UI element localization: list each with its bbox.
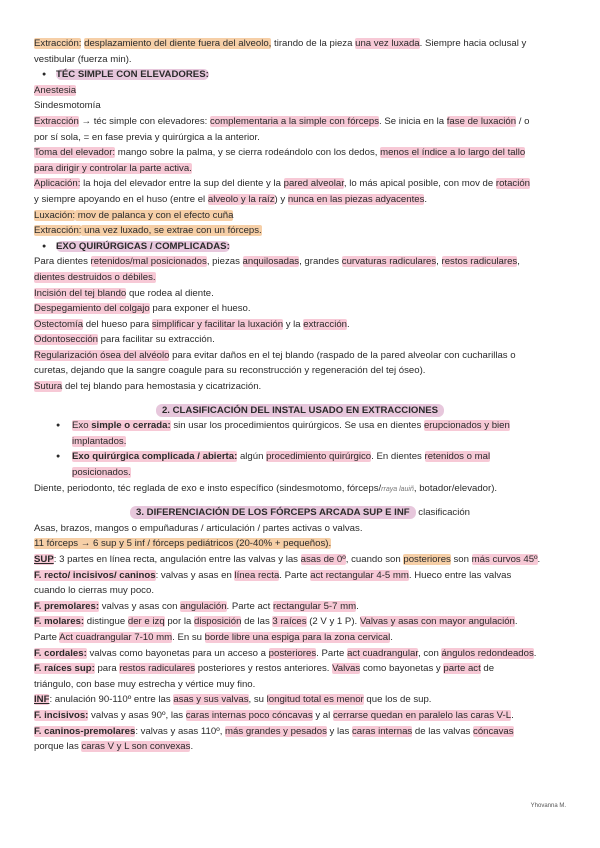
text: algún — [237, 451, 267, 463]
text: . — [514, 616, 518, 628]
text: la hoja del elevador entre la sup del diente y la — [80, 178, 284, 190]
text: . — [347, 318, 350, 330]
highlight: pared alveolar — [283, 178, 344, 190]
text: para evitar daños en el tej blando (raspado de la pared alveolar con cucharillas o — [169, 349, 516, 361]
text: clasificación — [415, 507, 471, 519]
text: del tej blando para hemostasia y cicatrización. — [62, 381, 262, 393]
highlight: cóncavas — [473, 725, 514, 737]
term: Aplicación: — [34, 178, 81, 190]
f-inc-line — [34, 708, 566, 724]
exo-compl-item — [34, 449, 566, 465]
highlight: parte act — [443, 663, 481, 675]
highlight: caras V y L son convexas — [81, 741, 191, 753]
text: como bayonetas y — [360, 663, 444, 675]
text: . — [190, 741, 194, 753]
highlight: línea recta — [234, 569, 280, 581]
highlight: menos el índice a lo largo del tallo — [380, 147, 526, 159]
text: . Parte — [279, 569, 311, 581]
text: : valvas y asas 110º, — [135, 725, 226, 737]
author-signature: Yhovanna M. — [530, 803, 566, 809]
term: Exo quirúrgica complicada / abierta: — [72, 451, 238, 463]
text: Asas, brazos, mangos o empuñaduras / articulación / partes activas o valvas. — [34, 522, 363, 534]
text: del hueso para — [83, 318, 152, 330]
text: valvas como bayonetas para un acceso a — [86, 647, 269, 659]
term: Sutura — [34, 381, 63, 393]
highlight: asas de 0º — [300, 554, 346, 565]
highlight: nunca en las piezas adyacentes — [287, 193, 425, 205]
text: son — [450, 554, 472, 565]
highlight: una vez luxada — [355, 38, 420, 49]
highlight: desplazamiento del diente fuera del alveolo, — [84, 38, 272, 49]
text: distingue — [84, 616, 128, 628]
term: Luxación: — [34, 209, 76, 221]
text: curetas, dejando que la sangre coagule para su reconstrucción y regeneración del tej óseo). — [34, 365, 426, 377]
section-3-heading — [34, 505, 566, 521]
exo-simple-item — [34, 418, 566, 434]
para-dientes-line — [34, 254, 566, 270]
document-body — [34, 36, 566, 755]
text: . Hueco entre las valvas — [408, 569, 512, 581]
text: y la — [283, 318, 304, 330]
highlight: una vez luxado, se extrae con un fórceps. — [81, 225, 262, 237]
toma-line — [34, 145, 566, 161]
highlight: longitud total es menor — [266, 694, 364, 706]
highlight: anquilosadas — [242, 256, 300, 268]
term: Extracción — [34, 115, 79, 127]
text: por sí sola, = en fase previa y quirúrgica a la anterior. — [34, 131, 260, 143]
sutura-line — [34, 379, 566, 395]
text: mango sobre la palma, y se cierra rodeándolo con los dedos, — [115, 147, 381, 159]
heading-text: 3. DIFERENCIACIÓN DE LOS FÓRCEPS ARCADA SUP E INF — [130, 506, 416, 519]
text: y las — [326, 725, 352, 737]
tec-simple-heading — [34, 67, 566, 83]
text: , botador/elevador). — [413, 482, 498, 494]
text: para facilitar su extracción. — [98, 334, 215, 346]
text: . En dientes — [371, 451, 425, 463]
extraccion3-line — [34, 223, 566, 239]
highlight: para dirigir y controlar la parte activa. — [34, 162, 192, 174]
text: , con — [418, 647, 442, 659]
term: F. incisivos: — [34, 709, 89, 721]
forceps-count-line — [34, 536, 566, 552]
f-mol-line — [34, 614, 566, 630]
exo-compl-item-2 — [34, 465, 566, 481]
heading-text: 2. CLASIFICACIÓN DEL INSTAL USADO EN EXTRACCIONES — [156, 404, 444, 417]
text: Para dientes — [34, 256, 91, 268]
handwritten-text: rraya lauiñ — [381, 485, 414, 493]
text: / o — [516, 115, 530, 127]
highlight: borde libre una espiga para la zona cervical — [204, 631, 391, 643]
extraccion-line — [34, 36, 566, 52]
term: Extracción: — [34, 225, 82, 237]
text: y siempre apoyando en el huso (entre el — [34, 193, 208, 205]
highlight: Act cuadrangular 7-10 mm — [59, 631, 173, 643]
anestesia-line — [34, 83, 566, 99]
f-can-line-2 — [34, 739, 566, 755]
text: . — [424, 193, 428, 205]
text: . En su — [172, 631, 205, 643]
text: , cuando son — [345, 554, 404, 565]
extraccion-line-2 — [34, 52, 566, 68]
term: Extracción: — [34, 38, 82, 49]
text: posteriores y restos anteriores. — [195, 663, 333, 675]
text: , piezas — [206, 256, 243, 268]
ext2-line — [34, 114, 566, 130]
highlight: erupcionados y bien — [423, 420, 510, 432]
odonto-line — [34, 332, 566, 348]
highlight: retenidos/mal posicionados — [90, 256, 207, 268]
highlight: act rectangular 4-5 mm — [310, 569, 409, 581]
inf-line — [34, 692, 566, 708]
term: F. recto/ incisivos/ caninos — [34, 569, 156, 581]
term: F. molares: — [34, 616, 85, 628]
f-raices-line-2 — [34, 677, 566, 693]
term: Toma del elevador: — [34, 147, 116, 159]
term: Anestesia — [34, 84, 77, 96]
f-prem-line — [34, 599, 566, 615]
text: para exponer el hueso. — [149, 303, 251, 315]
heading-text: EXO QUIRÚRGICAS / COMPLICADAS: — [56, 240, 230, 252]
text: : valvas y asas en — [155, 569, 235, 581]
text: (2 V y 1 P). — [306, 616, 360, 628]
text: , lo más apical posible, con mov de — [343, 178, 496, 190]
text: de las valvas — [412, 725, 474, 737]
highlight: ángulos redondeados — [441, 647, 534, 659]
f-recto-line-2 — [34, 583, 566, 599]
ext2-line-2 — [34, 130, 566, 146]
highlight: fase de luxación — [446, 115, 517, 127]
despeg-line — [34, 301, 566, 317]
term: Regularización ósea del alvéolo — [34, 349, 170, 361]
text: que rodea al diente. — [126, 287, 214, 299]
text: : 3 partes en línea recta, angulación entre las valvas y las — [53, 554, 301, 565]
text: de — [480, 663, 495, 675]
highlight: posteriores — [268, 647, 317, 659]
sindesmotomia-line — [34, 98, 566, 114]
term: Sindesmotomía — [34, 100, 101, 112]
highlight: 3 raíces — [272, 616, 307, 628]
highlight: alveolo y la raíz — [207, 193, 275, 205]
highlight: act cuadrangular — [347, 647, 418, 659]
term: F. cordales: — [34, 647, 87, 659]
highlight: complementaria a la simple con fórceps — [209, 115, 380, 127]
toma-line-2 — [34, 161, 566, 177]
asas-line — [34, 521, 566, 537]
text: valvas y asas con — [99, 600, 181, 612]
highlight: extracción — [303, 318, 348, 330]
highlight: Valvas — [332, 663, 361, 675]
text: . — [390, 631, 393, 643]
highlight: cerrarse quedan en paralelo las caras V-L — [332, 709, 512, 721]
text: , — [517, 256, 520, 268]
text: y al — [312, 709, 333, 721]
aplicacion-line — [34, 176, 566, 192]
text: Diente, periodonto, téc reglada de exo e insto específico (sindesmotomo, fórceps/ — [34, 482, 382, 494]
term: Incisión del tej blando — [34, 287, 127, 299]
text: . Parte — [316, 647, 348, 659]
highlight: disposición — [194, 616, 242, 628]
text: . — [537, 554, 541, 565]
text: . Parte act — [226, 600, 273, 612]
term: Ostectomía — [34, 318, 84, 330]
text: tirando de la pieza — [271, 38, 356, 49]
term: F. caninos-premolares — [34, 725, 136, 737]
highlight: implantados. — [72, 435, 127, 447]
spacer — [34, 497, 566, 505]
highlight: procedimiento quirúrgico — [266, 451, 372, 463]
highlight: más grandes y pesados — [225, 725, 327, 737]
highlight: simplificar y facilitar la luxación — [151, 318, 284, 330]
highlight: curvaturas radiculares — [341, 256, 437, 268]
text: porque las — [34, 741, 82, 753]
f-raices-line — [34, 661, 566, 677]
highlight: retenidos o mal — [424, 451, 491, 463]
exo-simple-item-2 — [34, 434, 566, 450]
exo-quir-heading — [34, 239, 566, 255]
text: . — [511, 709, 514, 721]
text: , grandes — [299, 256, 342, 268]
aplicacion-line-2 — [34, 192, 566, 208]
text: ) y — [274, 193, 288, 205]
highlight: asas y sus valvas — [173, 694, 249, 706]
f-cord-line — [34, 646, 566, 662]
section-2-heading — [34, 403, 566, 419]
text: valvas y asas 90º, las — [88, 709, 186, 721]
text: . Siempre hacia oclusal y — [419, 38, 527, 49]
text: : anulación 90-110º entre las — [49, 694, 174, 706]
highlight: caras internas poco cóncavas — [185, 709, 313, 721]
term: Despegamiento del colgajo — [34, 303, 150, 315]
highlight: posicionados. — [72, 467, 131, 479]
text: . Se inicia en la — [379, 115, 447, 127]
regular-line-2 — [34, 363, 566, 379]
f-mol-line-2 — [34, 630, 566, 646]
highlight: Valvas y asas con mayor angulación — [359, 616, 515, 628]
f-can-line — [34, 724, 566, 740]
highlight: der e izq — [127, 616, 165, 628]
highlight: caras internas — [351, 725, 413, 737]
highlight: dientes destruidos o débiles. — [34, 271, 156, 283]
osteotomia-line — [34, 317, 566, 333]
spacer — [34, 395, 566, 403]
term: SUP — [34, 554, 54, 565]
text: de las — [241, 616, 273, 628]
highlight: 11 fórceps → 6 sup y 5 inf / fórceps pediátricos (20-40% + pequeños). — [34, 538, 332, 550]
highlight: restos radiculares — [441, 256, 518, 268]
text: . — [356, 600, 359, 612]
text: → téc simple con elevadores: — [78, 115, 210, 127]
highlight: restos radiculares — [119, 663, 196, 675]
text: Parte — [34, 631, 60, 643]
highlight: más curvos 45º — [471, 554, 538, 565]
term: Odontosección — [34, 334, 98, 346]
text: vestibular (fuerza min). — [34, 53, 132, 65]
term: F. premolares: — [34, 600, 100, 612]
highlight: posteriores — [403, 554, 451, 565]
highlight: rectangular 5-7 mm — [272, 600, 357, 612]
term: simple o cerrada: — [91, 420, 171, 432]
luxacion-line — [34, 208, 566, 224]
term: INF — [34, 694, 50, 706]
text: , su — [248, 694, 267, 706]
incision-line — [34, 286, 566, 302]
term: F. raíces sup: — [34, 663, 95, 675]
text: sin usar los procedimientos quirúrgicos. Se usa en dientes — [170, 420, 424, 432]
text: triángulo, con base muy estrecha y vértice muy fino. — [34, 678, 256, 690]
text: por la — [164, 616, 194, 628]
para-dientes-line-2 — [34, 270, 566, 286]
text: para — [94, 663, 120, 675]
regular-line — [34, 348, 566, 364]
text: , — [436, 256, 442, 268]
highlight: angulación — [180, 600, 227, 612]
text: cuando lo cierras muy poco. — [34, 585, 154, 597]
term: Exo — [72, 420, 92, 432]
sup-line — [34, 552, 566, 568]
highlight: mov de palanca y con el efecto cuña — [75, 209, 234, 221]
diente-line — [34, 481, 566, 498]
f-recto-line — [34, 568, 566, 584]
text: . — [533, 647, 537, 659]
highlight: rotación — [495, 178, 531, 190]
text: que los de sup. — [363, 694, 432, 706]
heading-text: TÉC SIMPLE CON ELEVADORES: — [56, 69, 209, 81]
